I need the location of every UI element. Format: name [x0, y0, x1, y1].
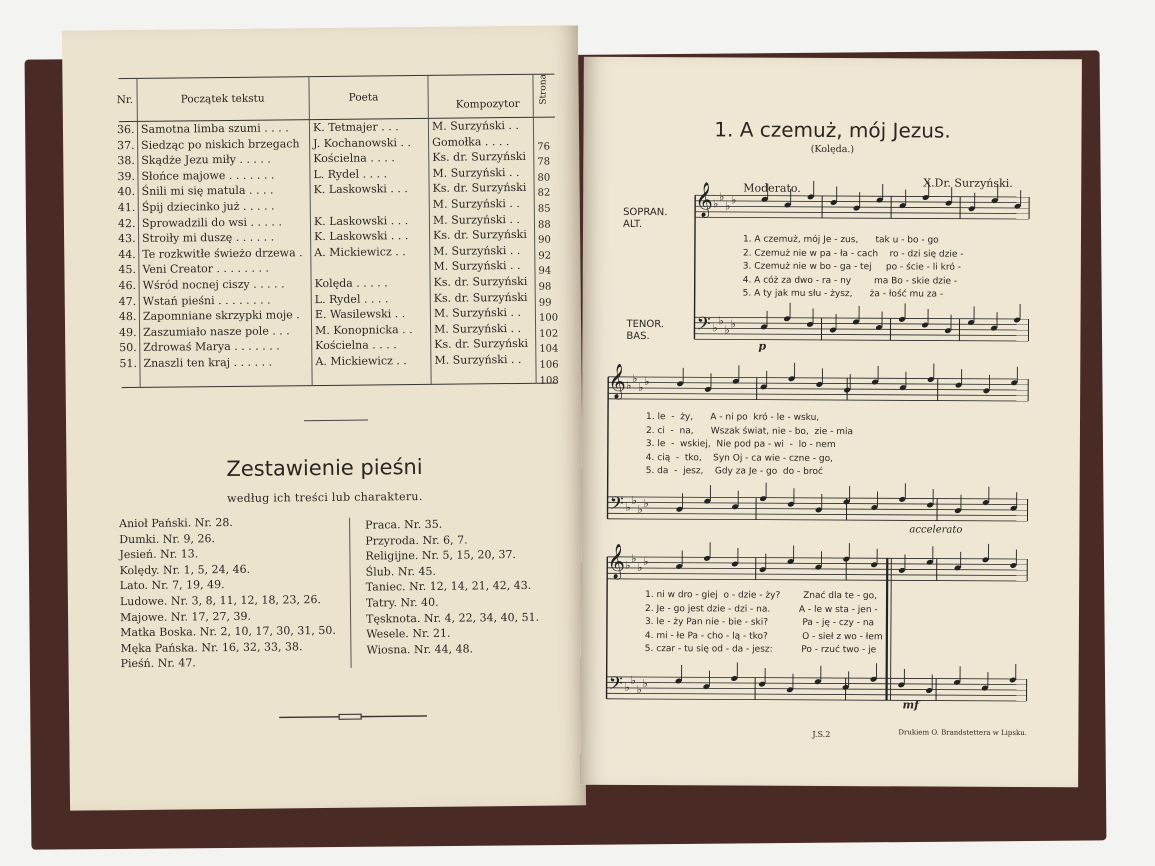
list-item: Tatry. Nr. 40. [365, 595, 439, 610]
key-flat-icon: ♭ [636, 682, 642, 697]
list-item: Przyroda. Nr. 6, 7. [365, 533, 468, 548]
list-item: Męka Pańska. Nr. 16, 32, 33, 38. [120, 639, 303, 655]
cell-page: 108 [539, 375, 559, 387]
cell-incipit: Znaszli ten kraj . . . . . . [143, 355, 273, 370]
staff-lower-2-line [607, 519, 1027, 521]
key-flat-icon: ♭ [644, 375, 650, 389]
lower-voices-label: TENOR. BAS. [626, 318, 665, 343]
key-flat-icon: ♭ [625, 558, 631, 572]
song-subtitle: (Kolęda.) [810, 143, 855, 156]
key-flat-icon: ♭ [731, 193, 737, 207]
cell-nr: 47. [118, 294, 137, 308]
cell-poet: A. Mickiewicz . . [315, 354, 407, 368]
accelerato-marking: accelerato [909, 524, 963, 536]
contents-table-header [118, 74, 554, 123]
contents-table-body [116, 118, 559, 388]
staff-lower-1-line [694, 339, 1028, 341]
header-composer: Kompozytor [455, 97, 520, 111]
cell-composer: Ks. dr. Surzyński [433, 290, 528, 305]
list-item: Praca. Nr. 35. [365, 517, 443, 532]
cell-nr: 37. [117, 138, 135, 152]
lyrics-block-1 [743, 234, 964, 303]
treble-clef-icon: 𝄞 [607, 543, 626, 579]
index-subtitle: według ich treści lub charakteru. [227, 489, 423, 506]
cell-poet: Kościelna . . . . [313, 151, 395, 166]
cell-nr: 41. [117, 200, 136, 215]
cell-incipit: Skądże Jezu miły . . . . . [141, 152, 271, 168]
cell-composer: M. Surzyński . . [433, 243, 521, 258]
list-item: Ślub. Nr. 45. [365, 564, 437, 579]
staff-lower-1-line [694, 334, 1028, 336]
bass-clef-icon: 𝄢 [609, 493, 624, 519]
staff-upper-1-line [695, 195, 1029, 197]
cell-incipit: Wstań pieśni . . . . . . . . [142, 293, 271, 308]
key-flat-icon: ♭ [630, 673, 636, 687]
key-flat-icon: ♭ [626, 378, 632, 392]
key-flat-icon: ♭ [725, 199, 731, 213]
cell-composer: M. Surzyński . . [431, 118, 520, 133]
lyric-line: 5. A ty jak mu słu - żysz, ża - łość mu za - [742, 288, 944, 300]
cell-page: 92 [538, 250, 552, 262]
key-flat-icon: ♭ [632, 371, 638, 385]
lyric-line: 1. ni w dro - giej o - dzie - ży? Znać dla te - go, [645, 590, 878, 602]
list-item: Dumki. Nr. 9, 26. [119, 531, 215, 546]
key-flat-icon: ♭ [643, 555, 649, 569]
header-page: Strona [538, 73, 549, 105]
lyric-line: 5. da - jesz, Gdy za Je - go do - broć [645, 466, 823, 478]
cell-page: 78 [537, 156, 551, 168]
cell-composer: Ks. dr. Surzyński [433, 228, 527, 243]
cell-poet: E. Wasilewski . . [314, 307, 406, 322]
staff-upper-1-line [695, 206, 1029, 208]
key-flat-icon: ♭ [637, 560, 643, 575]
cell-poet: K. Laskowski . . . [313, 213, 409, 228]
cell-nr: 40. [117, 185, 136, 199]
cell-page: 82 [537, 187, 551, 200]
index-title: Zestawienie pieśni [226, 454, 423, 482]
cell-poet: A. Mickiewicz . . [314, 244, 406, 259]
cell-composer: Gomołka . . . . [432, 134, 510, 149]
staff-upper-1-line [695, 212, 1029, 214]
cell-composer: M. Surzyński . . [432, 212, 521, 227]
cell-composer: Ks. dr. Surzyński [432, 150, 527, 165]
cell-poet: M. Konopnicka . . [315, 322, 413, 337]
double-barline [887, 558, 888, 700]
lyric-line: 2. Je - go jest dzie - dzi - na. A - le w sta - jen - [644, 603, 878, 615]
lyrics-block-3 [645, 589, 883, 658]
key-flat-icon: ♭ [625, 500, 631, 514]
staff-upper-3-line [607, 557, 1027, 559]
cell-poet: K. Laskowski . . . [314, 229, 409, 244]
cell-nr: 39. [117, 169, 136, 183]
left-page [62, 25, 586, 810]
staff-upper-3-line [607, 579, 1027, 581]
cell-composer: M. Surzyński . . [434, 321, 522, 336]
cell-composer: M. Surzyński . . [433, 306, 522, 320]
staff-upper-1-line [695, 217, 1029, 219]
cell-incipit: Siedząc po niskich brzegach [141, 136, 300, 152]
cell-incipit: Zdrowaś Marya . . . . . . . [143, 339, 280, 355]
staff-lower-2-line [608, 497, 1028, 499]
cell-nr: 51. [119, 356, 137, 371]
divider-rule [304, 420, 368, 422]
staff-upper-1-line [695, 201, 1029, 203]
cell-incipit: Zapomniane skrzypki moje . [142, 308, 300, 324]
cell-poet: Kościelna . . . . [315, 338, 397, 353]
lyric-line: 1. le - ży, A - ni po kró - le - wsku, [645, 412, 820, 423]
key-flat-icon: ♭ [637, 502, 643, 517]
list-item: Matka Boska. Nr. 2, 10, 17, 30, 31, 50. [120, 624, 336, 640]
header-nr: Nr. [116, 93, 134, 107]
cell-composer: Ks. dr. Surzyński [434, 337, 529, 352]
cell-nr: 50. [119, 341, 137, 355]
cell-poet: L. Rydel . . . . [313, 167, 388, 181]
cell-incipit: Samotna limba szumi . . . . [140, 121, 289, 136]
key-flat-icon: ♭ [730, 317, 736, 331]
staff-lower-1-line [695, 317, 1029, 319]
key-flat-icon: ♭ [642, 677, 648, 691]
list-item: Wesele. Nr. 21. [366, 626, 451, 641]
key-flat-icon: ♭ [624, 680, 630, 694]
list-item: Tęsknota. Nr. 4, 22, 34, 40, 51. [366, 610, 540, 626]
key-flat-icon: ♭ [643, 497, 649, 511]
cell-incipit: Te rozkwitłe świeżo drzewa . [142, 245, 303, 261]
cell-page: 106 [539, 359, 559, 371]
staff-upper-2-line [608, 388, 1028, 390]
end-ornament [279, 713, 427, 721]
key-flat-icon: ♭ [718, 314, 724, 328]
cell-page: 102 [539, 328, 559, 340]
cell-page: 100 [538, 312, 559, 324]
cell-page: 98 [538, 281, 552, 293]
index-left-column [119, 514, 336, 672]
staff-upper-3-line [607, 562, 1027, 564]
lyric-line: 2. Czemuż nie w pa - ła - cach ro - dzi się dzie - [742, 248, 964, 260]
bass-clef-icon: 𝄢 [696, 314, 711, 340]
cell-nr: 42. [117, 216, 136, 230]
list-item: Wiosna. Nr. 44, 48. [366, 642, 474, 657]
key-flat-icon: ♭ [724, 323, 730, 337]
plate-number: J.S.2 [812, 729, 831, 740]
key-flat-icon: ♭ [719, 190, 725, 204]
key-flat-icon: ♭ [713, 197, 719, 211]
staff-lower-3-line [607, 699, 1027, 701]
lyric-line: 2. ci - na, Wszak świat, nie - bo, zie - mia [645, 425, 854, 437]
song-title: 1. A czemuż, mój Jezus. [714, 117, 951, 143]
treble-clef-icon: 𝄞 [695, 182, 713, 218]
cell-composer: Ks. dr. Surzyński [432, 181, 527, 196]
treble-clef-icon: 𝄞 [608, 363, 627, 399]
staff-upper-3-line [607, 573, 1027, 575]
header-incipit: Początek tekstu [180, 92, 265, 106]
cell-nr: 44. [118, 247, 136, 261]
cell-poet: Kolęda . . . . . [314, 276, 388, 291]
index-column-divider [349, 518, 352, 668]
cell-poet: K. Laskowski . . . [313, 182, 408, 197]
cell-composer: M. Surzyński . . [434, 352, 522, 367]
cell-incipit: Wśród nocnej ciszy . . . . . [142, 277, 285, 292]
cell-incipit: Śpij dziecinko już . . . . . [141, 199, 275, 214]
cell-page: 80 [537, 172, 551, 184]
printer-credit: Drukiem O. Brandstettera w Lipsku. [898, 728, 1028, 738]
key-flat-icon: ♭ [631, 551, 637, 565]
cell-incipit: Słońce majowe . . . . . . . [141, 168, 275, 183]
list-item: Kolędy. Nr. 1, 5, 24, 46. [119, 562, 251, 577]
staff-lower-2-line [608, 513, 1028, 515]
staff-upper-2-line [608, 393, 1028, 395]
cell-page: 88 [537, 219, 551, 231]
cell-incipit: Sprowadzili do wsi . . . . . [141, 214, 283, 230]
lyric-line: 4. mi - łe Pa - cho - lą - tko? O - sieł z wo - łem [644, 630, 883, 643]
staff-lower-2-line [608, 502, 1028, 504]
tempo-marking: Moderato. [743, 181, 801, 195]
double-barline [891, 558, 892, 700]
cell-poet: K. Tetmajer . . . [312, 120, 399, 135]
cell-nr: 36. [116, 122, 135, 137]
cell-page: 76 [537, 141, 550, 153]
staff-lower-3-line [607, 677, 1027, 679]
lyric-line: 3. Czemuż nie w bo - ga - tej po - ście - li kró - [742, 261, 961, 273]
key-flat-icon: ♭ [712, 321, 718, 335]
staff-upper-2-line [608, 377, 1028, 379]
cell-nr: 38. [117, 154, 135, 168]
staff-lower-3-line [607, 693, 1027, 695]
cell-nr: 43. [118, 232, 136, 246]
staff-lower-1-line [694, 328, 1028, 330]
song-composer: X.Dr. Surzyński. [923, 176, 1013, 190]
lyric-line: 1. A czemuż, mój Je - zus, tak u - bo - go [742, 234, 939, 246]
cell-incipit: Śnili mi się matula . . . . [141, 183, 274, 199]
cell-nr: 45. [118, 263, 137, 277]
lyric-line: 4. A cóż za dwo - ra - ny ma Bo - skie dzie - [742, 275, 958, 287]
upper-voices-label: SOPRAN. ALT. [623, 206, 668, 231]
list-item: Majowe. Nr. 17, 27, 39. [120, 609, 252, 624]
list-item: Pieśń. Nr. 47. [120, 656, 196, 671]
list-item: Ludowe. Nr. 3, 8, 11, 12, 18, 23, 26. [119, 593, 322, 609]
index-right-column [365, 516, 539, 658]
cell-incipit: Veni Creator . . . . . . . . [142, 261, 270, 277]
staff-upper-2-line [608, 399, 1028, 401]
list-item: Taniec. Nr. 12, 14, 21, 42, 43. [365, 579, 532, 594]
cell-incipit: Zaszumiało nasze pole . . . [143, 324, 290, 339]
key-flat-icon: ♭ [638, 380, 644, 395]
staff-lower-1-line [695, 323, 1029, 325]
staff-lower-3-line [607, 688, 1027, 690]
right-page [580, 57, 1082, 788]
cell-composer: M. Surzyński . . [433, 259, 521, 274]
lyric-line: 3. le - ży Pan nie - bie - ski? Pa - ję - czy - na [644, 617, 875, 629]
header-poet: Poeta [348, 91, 379, 104]
cell-nr: 46. [118, 278, 137, 293]
cell-composer: M. Surzyński . . [432, 196, 520, 211]
cell-poet: J. Kochanowski . . [313, 135, 412, 150]
cell-page: 104 [539, 343, 559, 356]
bass-clef-icon: 𝄢 [608, 673, 623, 699]
list-item: Religijne. Nr. 5, 15, 20, 37. [365, 548, 517, 563]
lyrics-block-2 [646, 411, 853, 480]
cell-page: 94 [538, 265, 552, 278]
lyric-line: 5. czar - tu się od - da - jesz: Po - rzuć two - je [644, 644, 877, 656]
cell-composer: Ks. dr. Surzyński [433, 274, 528, 289]
lyric-line: 3. le - wskiej, Nie pod pa - wi - lo - nem [645, 439, 836, 451]
list-item: Lato. Nr. 7, 19, 49. [119, 578, 225, 593]
lyric-line: 4. cią - tko, Syn Oj - ca wie - czne - go, [645, 452, 833, 464]
list-item: Jesień. Nr. 13. [119, 547, 199, 562]
contents-table [118, 74, 557, 389]
key-flat-icon: ♭ [631, 493, 637, 507]
cell-poet: L. Rydel . . . . [314, 291, 389, 306]
list-item: Anioł Pański. Nr. 28. [119, 515, 233, 531]
dynamic-mezzoforte: mf [902, 698, 919, 712]
cell-nr: 48. [118, 310, 137, 324]
cell-nr: 49. [119, 325, 137, 339]
cell-page: 90 [538, 234, 551, 246]
dynamic-piano: p [758, 339, 767, 353]
cell-incipit: Stroiły mi duszę . . . . . . [142, 230, 275, 246]
cell-composer: M. Surzyński . . [432, 165, 520, 180]
cell-page: 99 [538, 297, 552, 309]
cell-page: 85 [537, 203, 551, 215]
